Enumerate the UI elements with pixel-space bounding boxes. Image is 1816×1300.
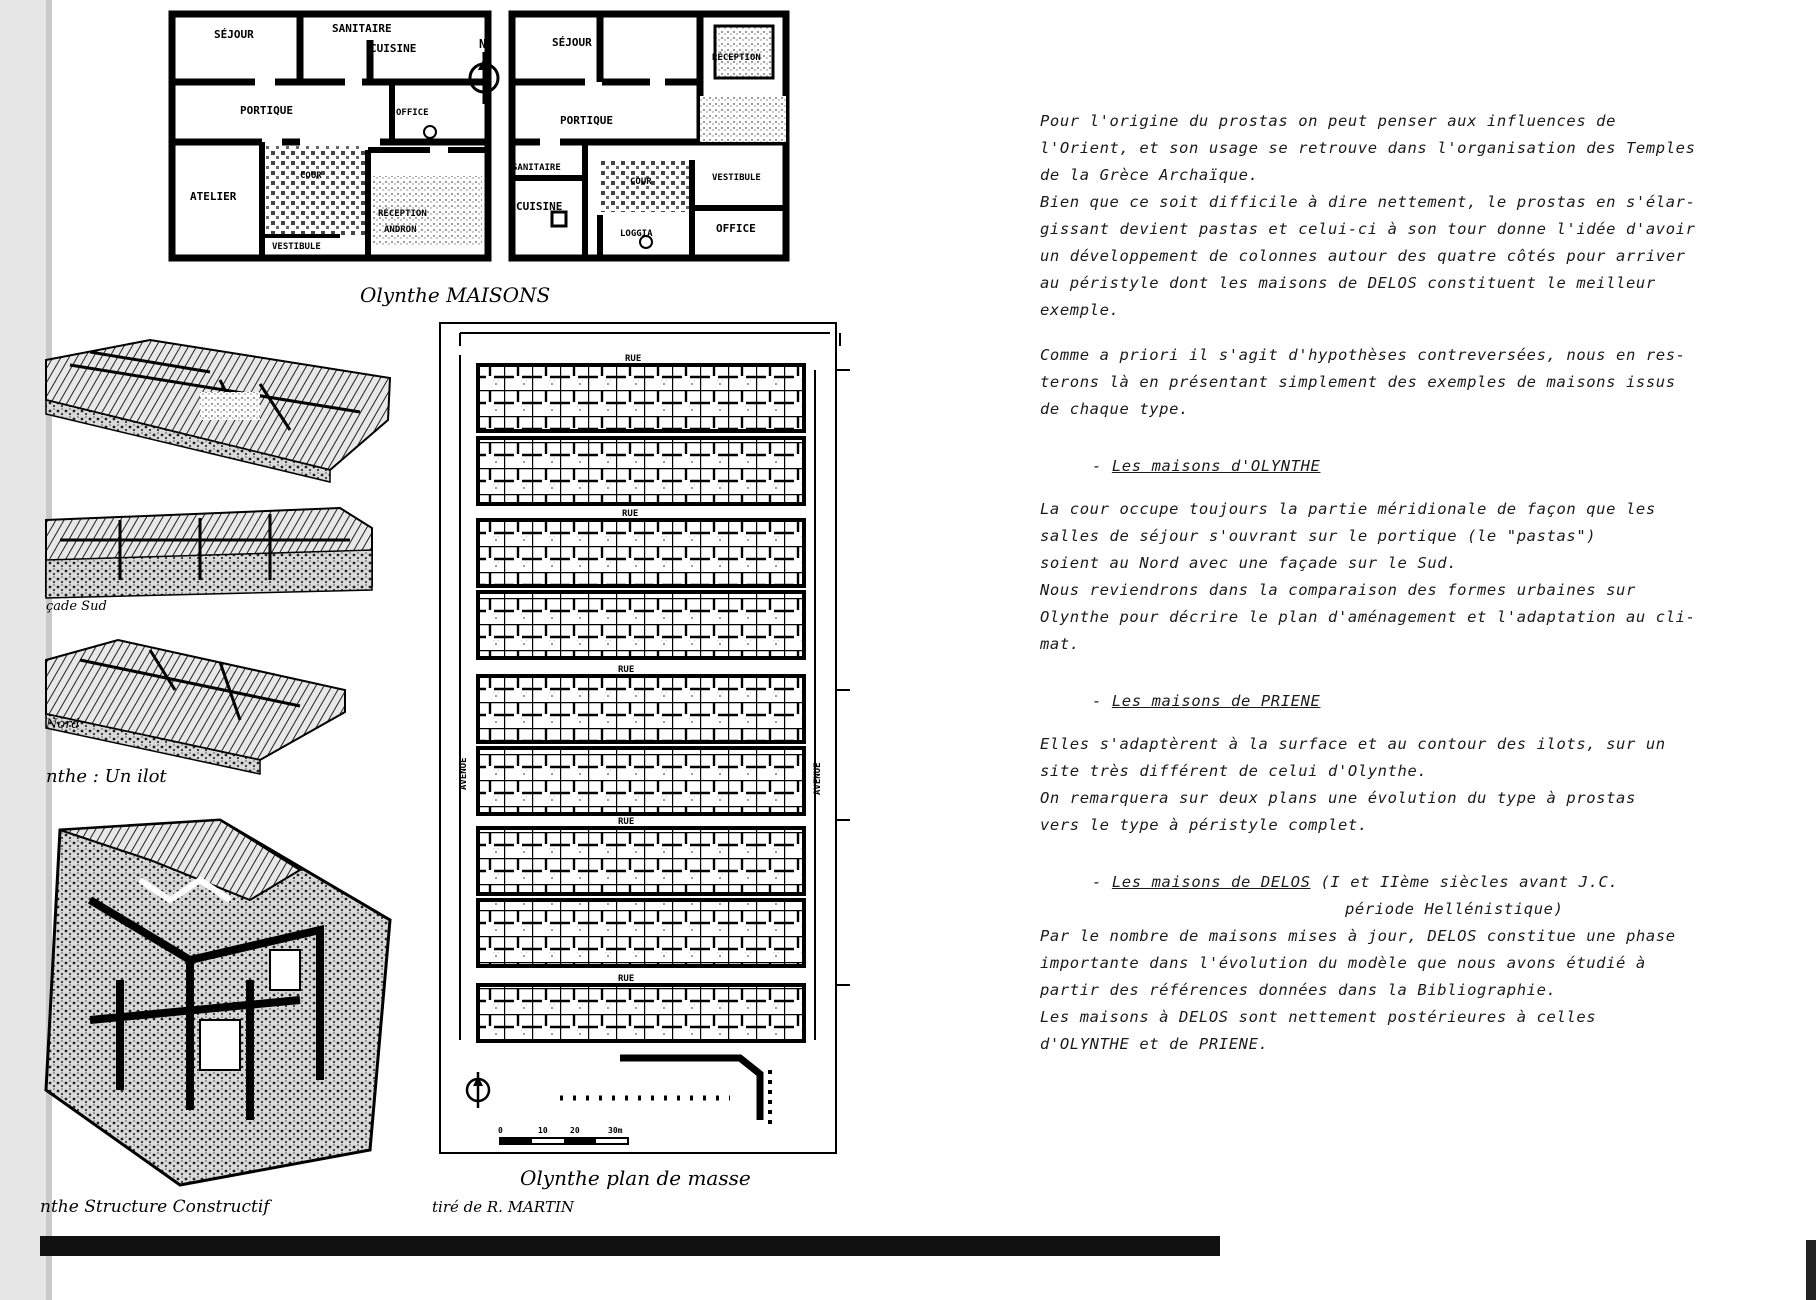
room-label: OFFICE	[716, 222, 756, 235]
street-label-rue: RUE	[618, 817, 635, 827]
scan-edge-shadow	[40, 1236, 1220, 1256]
text-line: gissant devient pastas et celui-ci à son tour donne l'idée d'avoir	[1040, 220, 1696, 238]
olynthe-block-plan	[432, 323, 850, 1216]
delos-paragraph	[1040, 923, 1780, 1058]
text-line: de la Grèce Archaïque.	[1040, 166, 1259, 184]
text-line: Olynthe pour décrire le plan d'aménagement et l'adaptation au cli-	[1040, 608, 1696, 626]
heading-priene-text: Les maisons de PRIENE	[1111, 692, 1321, 710]
caption-plan-de-masse: Olynthe plan de masse	[520, 1166, 751, 1190]
caption-structure: nthe Structure Constructif	[40, 1197, 270, 1217]
room-label: SANITAIRE	[512, 163, 561, 173]
room-label: LOGGIA	[620, 229, 653, 239]
text-line: La cour occupe toujours la partie méridionale de façon que les	[1040, 500, 1656, 518]
text-line: au péristyle dont les maisons de DELOS constituent le meilleur	[1040, 274, 1656, 292]
heading-delos-note-2: période Hellénistique)	[1345, 900, 1564, 918]
heading-delos-text: Les maisons de DELOS	[1111, 873, 1311, 891]
text-line: partir des références données dans la Bibliographie.	[1040, 981, 1557, 999]
room-label: PORTIQUE	[560, 114, 613, 127]
room-label: SÉJOUR	[214, 28, 254, 41]
north-label: N	[479, 37, 487, 51]
street-label-rue: RUE	[625, 354, 642, 364]
text-line: mat.	[1040, 635, 1080, 653]
text-line: vers le type à péristyle complet.	[1040, 816, 1368, 834]
text-line: Bien que ce soit difficile à dire nettement, le prostas en s'élar-	[1040, 193, 1696, 211]
room-label: COUR	[300, 171, 322, 181]
room-label: CUISINE	[370, 42, 417, 55]
text-line: exemple.	[1040, 301, 1120, 319]
scale-label: 0	[498, 1126, 503, 1135]
axonometric-facade-nord	[45, 640, 345, 774]
room-label: CUISINE	[516, 200, 563, 213]
room-label: ATELIER	[190, 190, 237, 203]
priene-paragraph	[1040, 731, 1780, 839]
axonometric-drawings	[40, 340, 390, 1217]
room-label: VESTIBULE	[272, 242, 321, 252]
text-line: terons là en présentant simplement des exemples de maisons issus	[1040, 373, 1676, 391]
axonometric-facade-sud	[46, 508, 372, 614]
heading-olynthe-text: Les maisons d'OLYNTHE	[1111, 457, 1321, 475]
room-label: RÉCEPTION	[378, 209, 427, 219]
olynthe-paragraph	[1040, 496, 1780, 658]
house-plan-left	[172, 14, 488, 258]
text-line: Nous reviendrons dans la comparaison des formes urbaines sur	[1040, 581, 1636, 599]
second-paragraph	[1040, 342, 1780, 423]
room-label: VESTIBULE	[712, 173, 761, 183]
heading-olynthe: - Les maisons d'OLYNTHE	[1092, 457, 1321, 475]
street-label-rue: RUE	[618, 974, 635, 984]
heading-priene: - Les maisons de PRIENE	[1092, 692, 1321, 710]
text-line: site très différent de celui d'Olynthe.	[1040, 762, 1428, 780]
text-line: Elles s'adaptèrent à la surface et au contour des ilots, sur un	[1040, 735, 1666, 753]
text-line: d'OLYNTHE et de PRIENE.	[1040, 1035, 1269, 1053]
caption-un-ilot: nthe : Un ilot	[46, 766, 167, 787]
street-label-rue: RUE	[622, 509, 639, 519]
scale-label: 10	[538, 1126, 548, 1135]
text-line: On remarquera sur deux plans une évolution du type à prostas	[1040, 789, 1636, 807]
intro-paragraph	[1040, 108, 1780, 324]
scale-label: 20	[570, 1126, 580, 1135]
scale-label: 30m	[608, 1126, 623, 1135]
heading-delos-note: (I et IIème siècles avant J.C.	[1310, 873, 1619, 891]
heading-delos: - Les maisons de DELOS (I et IIème siècles avant J.C.	[1092, 873, 1619, 891]
room-label: OFFICE	[396, 108, 429, 118]
caption-facade-sud: çade Sud	[46, 599, 107, 614]
text-line: Comme a priori il s'agit d'hypothèses contreversées, nous en res-	[1040, 346, 1686, 364]
caption-olynthe-maisons: Olynthe MAISONS	[360, 283, 551, 307]
room-label: ANDRON	[384, 225, 417, 235]
room-label: RÉCEPTION	[712, 53, 761, 63]
street-label-avenue: AVENUE	[459, 757, 469, 790]
room-label: PORTIQUE	[240, 104, 293, 117]
text-line: de chaque type.	[1040, 400, 1189, 418]
room-label: SANITAIRE	[332, 22, 392, 35]
street-label-rue: RUE	[618, 665, 635, 675]
text-line: salles de séjour s'ouvrant sur le portique (le "pastas")	[1040, 527, 1597, 545]
text-line: Par le nombre de maisons mises à jour, DELOS constitue une phase	[1040, 927, 1676, 945]
text-line: l'Orient, et son usage se retrouve dans l'organisation des Temples	[1040, 139, 1696, 157]
text-line: soient au Nord avec une façade sur le Sud.	[1040, 554, 1458, 572]
axonometric-facade-1	[46, 340, 390, 482]
scale-bar	[498, 1126, 628, 1144]
caption-nord: Nord	[46, 717, 80, 732]
north-arrow-icon	[470, 37, 498, 104]
text-line: Les maisons à DELOS sont nettement postérieures à celles	[1040, 1008, 1597, 1026]
caption-source: tiré de R. MARTIN	[432, 1198, 574, 1216]
text-line: Pour l'origine du prostas on peut penser aux influences de	[1040, 112, 1617, 130]
room-label: COUR	[630, 177, 652, 187]
axonometric-structure	[46, 820, 390, 1185]
room-label: SÉJOUR	[552, 36, 592, 49]
olynthe-house-plans	[172, 14, 786, 307]
text-line: importante dans l'évolution du modèle que nous avons étudié à	[1040, 954, 1646, 972]
text-line: un développement de colonnes autour des quatre côtés pour arriver	[1040, 247, 1686, 265]
street-label-avenue: AVENUE	[813, 762, 823, 795]
body-text	[1040, 108, 1780, 1076]
north-arrow-icon	[467, 1072, 489, 1108]
